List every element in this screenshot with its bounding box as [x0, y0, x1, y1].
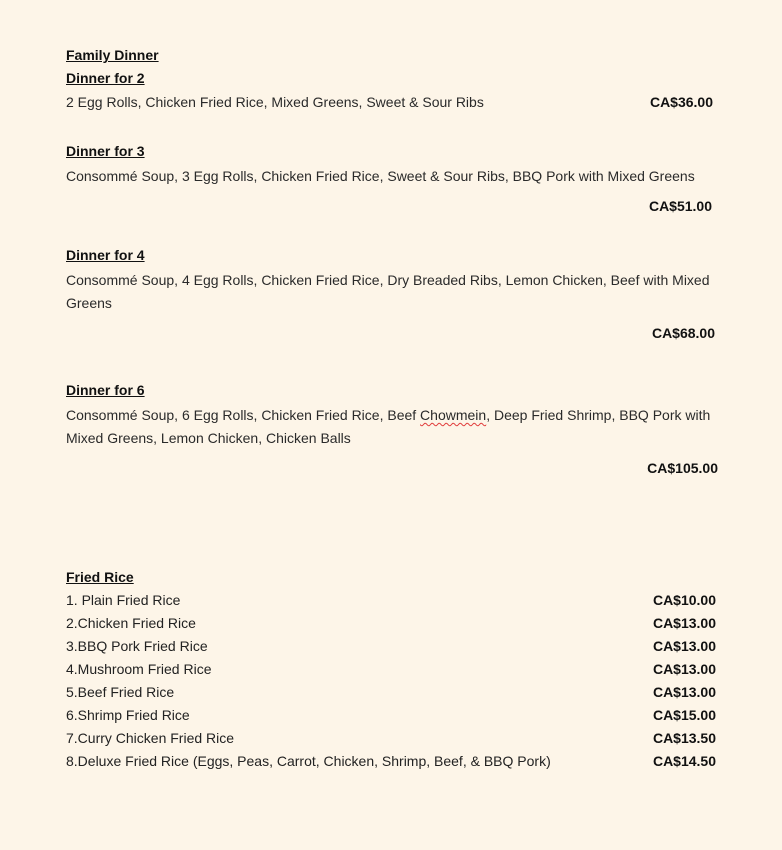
spellcheck-flagged-word: Chowmein — [420, 407, 487, 423]
item-name: 4.Mushroom Fried Rice — [66, 661, 212, 677]
item-title: Dinner for 2 — [66, 70, 145, 86]
menu-item-dinner-for-3 — [66, 141, 722, 245]
item-price: CA$13.00 — [652, 684, 716, 700]
item-price: CA$15.00 — [652, 707, 716, 723]
item-price: CA$68.00 — [651, 325, 715, 341]
item-description: 2 Egg Rolls, Chicken Fried Rice, Mixed Greens, Sweet & Sour Ribs — [66, 94, 484, 110]
item-name: 6.Shrimp Fried Rice — [66, 707, 190, 723]
fried-rice-section — [66, 566, 722, 773]
item-description: Consommé Soup, 3 Egg Rolls, Chicken Fried Rice, Sweet & Sour Ribs, BBQ Pork with Mixed Greens — [66, 168, 695, 184]
item-price: CA$13.50 — [652, 730, 716, 746]
item-name: 5.Beef Fried Rice — [66, 684, 175, 700]
item-price: CA$14.50 — [652, 753, 716, 769]
list-item — [66, 727, 722, 750]
item-price: CA$10.00 — [652, 592, 716, 608]
item-name: 1. Plain Fried Rice — [66, 592, 181, 608]
item-name: 8.Deluxe Fried Rice (Eggs, Peas, Carrot, Chicken, Shrimp, Beef, & BBQ Pork) — [66, 753, 551, 769]
item-name: 7.Curry Chicken Fried Rice — [66, 730, 235, 746]
menu-item-dinner-for-4 — [66, 245, 722, 380]
item-price: CA$105.00 — [647, 460, 718, 476]
list-item — [66, 589, 722, 612]
item-name: 2.Chicken Fried Rice — [66, 615, 196, 631]
list-item — [66, 750, 722, 773]
item-price: CA$51.00 — [648, 198, 712, 214]
item-description-part: Consommé Soup, 6 Egg Rolls, Chicken Fried Rice, Beef — [66, 407, 421, 423]
item-description: Consommé Soup, 4 Egg Rolls, Chicken Fried Rice, Dry Breaded Ribs, Lemon Chicken, Beef with Mixed Greens — [66, 272, 710, 311]
list-item — [66, 612, 722, 635]
list-item — [66, 704, 722, 727]
item-price: CA$13.00 — [652, 661, 716, 677]
list-item — [66, 681, 722, 704]
item-title: Dinner for 3 — [66, 143, 145, 159]
item-description-part: , Deep Fried Shrimp, BBQ Pork with Mixed Greens, Lemon Chicken, Chicken Balls — [66, 407, 711, 446]
list-item — [66, 658, 722, 681]
menu-item-dinner-for-6 — [66, 380, 722, 566]
family-dinner-section — [66, 45, 722, 566]
fried-rice-list — [66, 589, 722, 773]
item-price: CA$36.00 — [649, 94, 713, 110]
menu-item-dinner-for-2 — [66, 68, 722, 141]
item-title: Dinner for 6 — [66, 382, 145, 398]
item-title: Dinner for 4 — [66, 247, 145, 263]
item-name: 3.BBQ Pork Fried Rice — [66, 638, 208, 654]
section-title: Fried Rice — [66, 569, 134, 585]
menu — [66, 45, 722, 773]
item-price: CA$13.00 — [652, 638, 716, 654]
section-title: Family Dinner — [66, 47, 159, 63]
list-item — [66, 635, 722, 658]
item-price: CA$13.00 — [652, 615, 716, 631]
item-description — [66, 404, 722, 450]
